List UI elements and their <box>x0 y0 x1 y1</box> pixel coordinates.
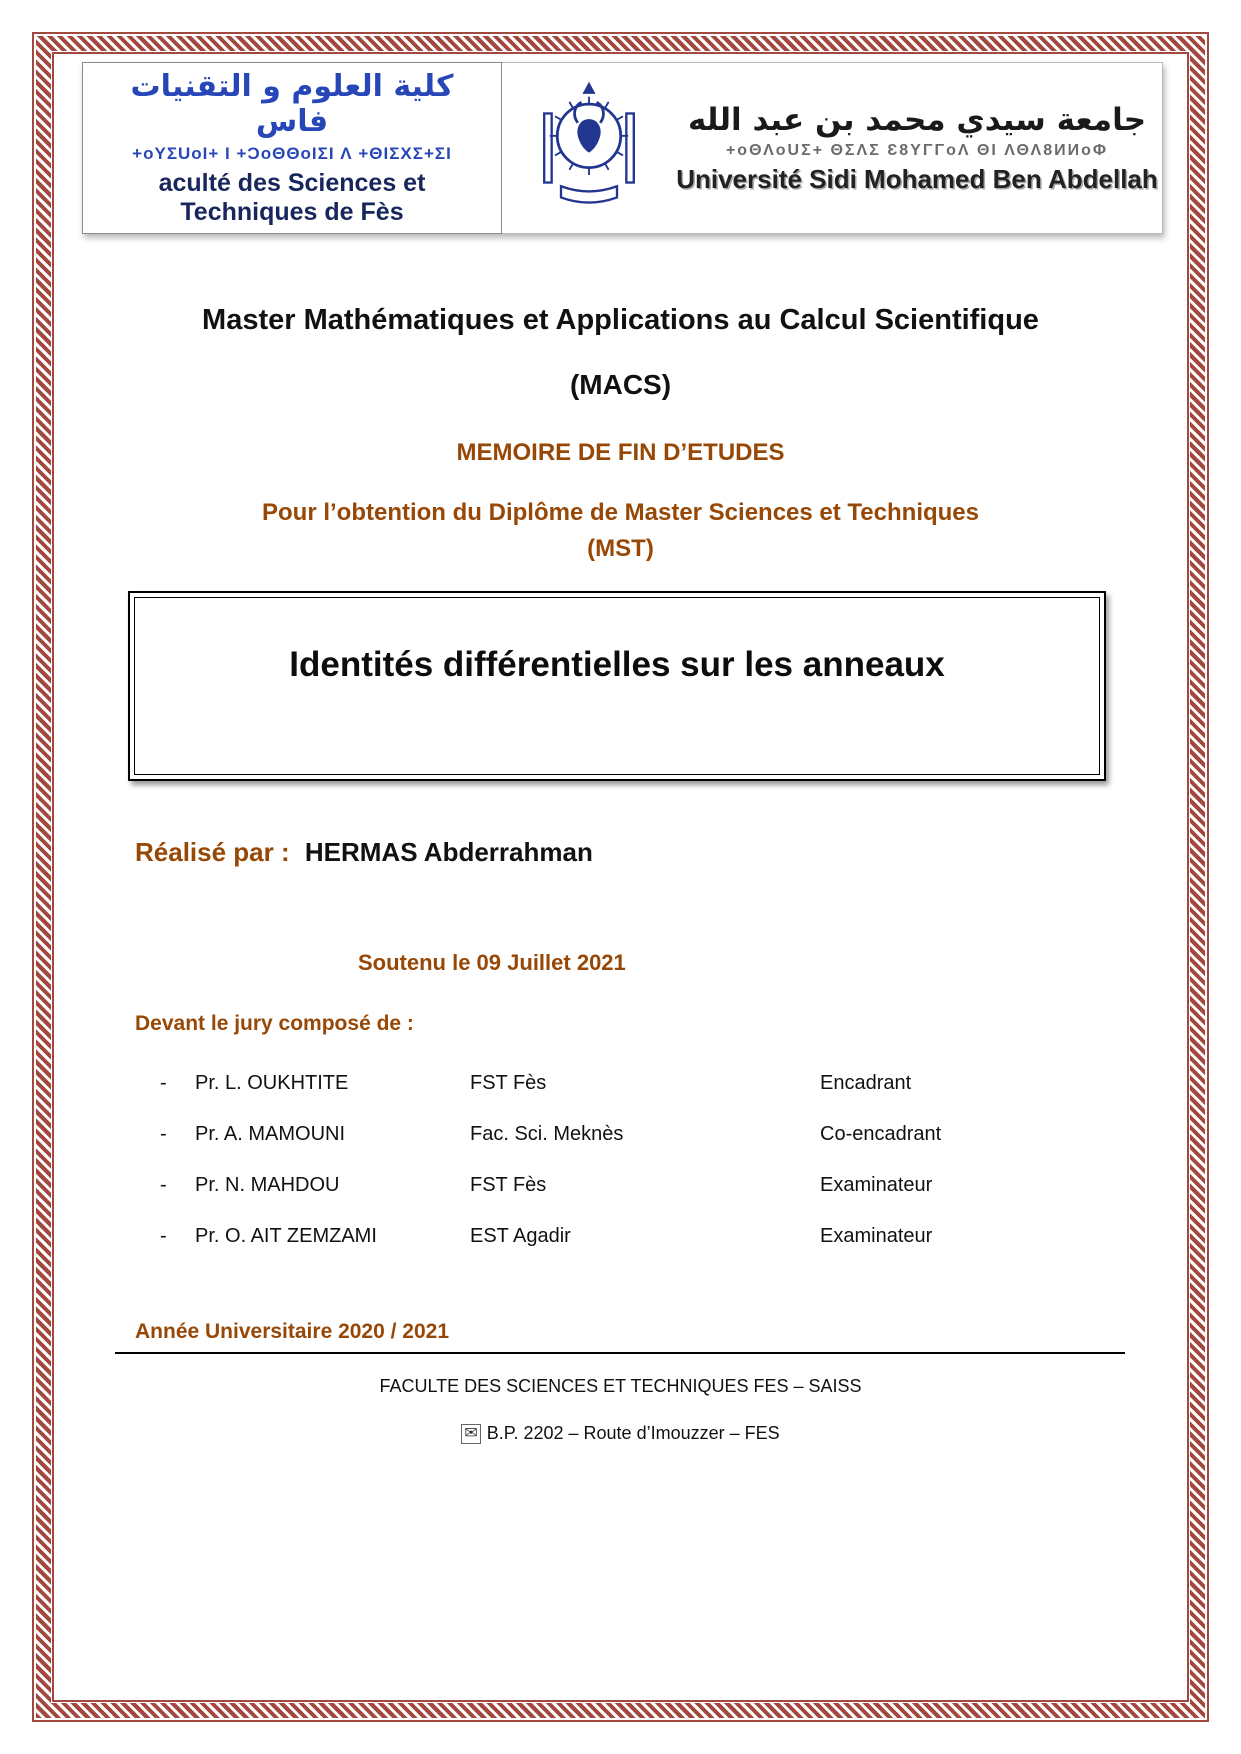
university-emblem-block <box>501 63 676 233</box>
faculty-name-french: aculté des Sciences et Techniques de Fès <box>158 169 426 226</box>
jury-bullet: - <box>160 1174 167 1196</box>
author-label: Réalisé par : <box>135 837 290 867</box>
jury-member-name: Pr. A. MAMOUNI <box>195 1123 346 1145</box>
memoire-heading: MEMOIRE DE FIN D’ETUDES <box>456 439 785 466</box>
jury-member-institution: FST Fès <box>470 1174 547 1196</box>
jury-row <box>160 1211 1179 1262</box>
footer-divider <box>115 1352 1125 1354</box>
jury-bullet: - <box>160 1225 167 1247</box>
purpose-abbreviation: (MST) <box>587 535 654 562</box>
university-seal-icon <box>533 77 645 219</box>
jury-bullet: - <box>160 1072 167 1094</box>
jury-row <box>160 1160 1179 1211</box>
jury-member-name: Pr. O. AIT ZEMZAMI <box>195 1225 377 1247</box>
address-line <box>62 1423 1179 1444</box>
thesis-title: Identités différentielles sur les anneaux <box>289 645 945 684</box>
university-name-arabic: جامعة سيدي محمد بن عبد الله <box>687 101 1147 138</box>
university-name-tifinagh: +oΘΛoUΣ+ ΘΣΛΣ Ɛ8ΥΓΓoΛ ΘI ΛΘΛ8ИИoΦ <box>725 141 1109 159</box>
jury-row <box>160 1109 1179 1160</box>
author-name: HERMAS Abderrahman <box>304 837 593 867</box>
thesis-title-box <box>128 591 1106 781</box>
jury-bullet: - <box>160 1123 167 1145</box>
faculty-footer-line: FACULTE DES SCIENCES ET TECHNIQUES FES – SAISS <box>379 1376 862 1396</box>
faculty-logo-block <box>82 62 502 234</box>
jury-heading: Devant le jury composé de : <box>135 1012 414 1035</box>
university-name-french: Université Sidi Mohamed Ben Abdellah <box>676 163 1158 194</box>
university-name-block <box>676 63 1162 233</box>
jury-member-institution: FST Fès <box>470 1072 547 1094</box>
address-text: B.P. 2202 – Route d’Imouzzer – FES <box>486 1423 780 1443</box>
jury-member-role: Examinateur <box>820 1174 933 1196</box>
jury-list <box>62 1058 1179 1262</box>
jury-member-role: Examinateur <box>820 1225 933 1247</box>
jury-member-institution: Fac. Sci. Meknès <box>470 1123 624 1145</box>
academic-year-line: Année Universitaire 2020 / 2021 <box>135 1320 450 1343</box>
purpose-line: Pour l’obtention du Diplôme de Master Sciences et Techniques <box>261 499 979 526</box>
jury-member-role: Co-encadrant <box>820 1123 942 1145</box>
faculty-name-arabic: كلية العلوم و التقنيات فاس <box>130 69 454 139</box>
envelope-icon: ✉ <box>461 1424 480 1444</box>
program-abbreviation: (MACS) <box>569 369 672 400</box>
jury-member-name: Pr. N. MAHDOU <box>195 1174 340 1196</box>
jury-member-role: Encadrant <box>820 1072 912 1094</box>
program-title: Master Mathématiques et Applications au Calcul Scientifique <box>202 304 1039 336</box>
page-content <box>62 56 1179 1698</box>
faculty-name-tifinagh: +oYΣUoI+ I +ƆoΘΘoIΣI Λ +ΘIΣXΣ+ΣI <box>132 144 452 163</box>
defense-date-line: Soutenu le 09 Juillet 2021 <box>358 950 626 975</box>
jury-member-name: Pr. L. OUKHTITE <box>195 1072 349 1094</box>
university-header <box>82 62 1163 234</box>
jury-row <box>160 1058 1179 1109</box>
jury-member-institution: EST Agadir <box>470 1225 571 1247</box>
author-line <box>135 837 1179 868</box>
